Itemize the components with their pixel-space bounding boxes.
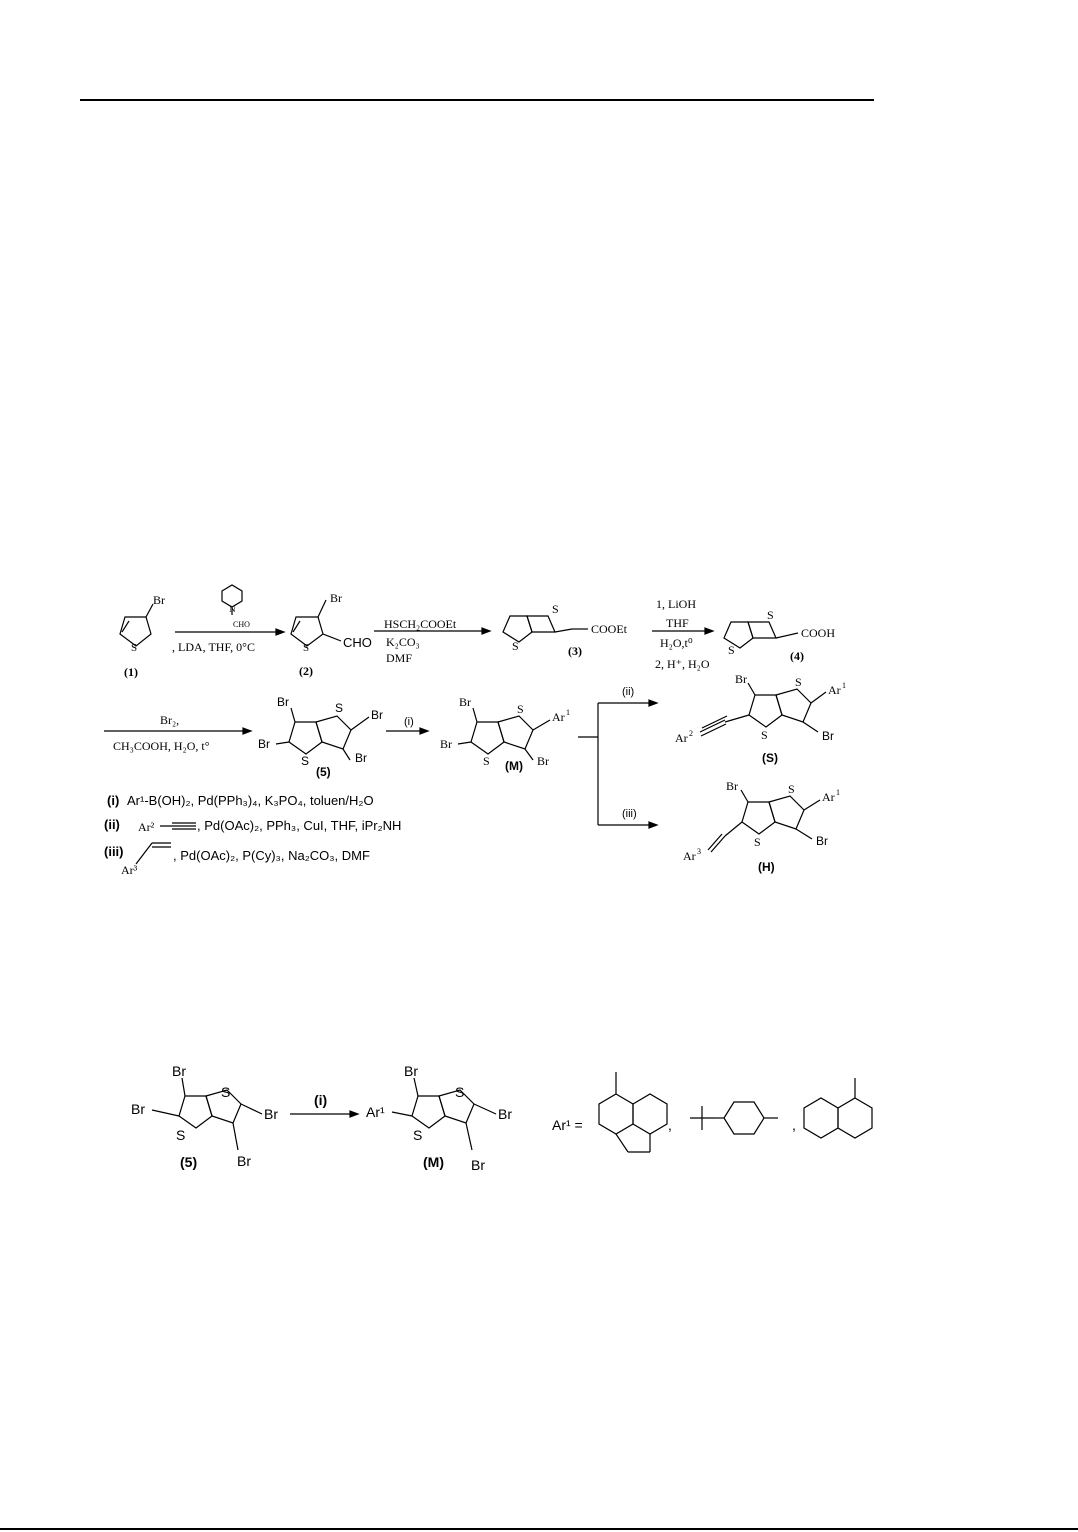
svg-text:(iii): (iii) bbox=[104, 844, 124, 859]
compound-M-label: (M) bbox=[505, 759, 523, 773]
svg-text:Br: Br bbox=[537, 754, 549, 768]
compound-2 bbox=[291, 591, 372, 678]
svg-text:S: S bbox=[767, 608, 774, 622]
svg-text:K₂CO₃: K₂CO₃ bbox=[386, 635, 420, 649]
svg-text:Ar: Ar bbox=[683, 849, 696, 863]
step-4 bbox=[104, 713, 251, 753]
svg-text:3: 3 bbox=[697, 847, 701, 856]
svg-text:Br: Br bbox=[735, 672, 747, 686]
svg-text:Br: Br bbox=[459, 695, 471, 709]
svg-text:Ar: Ar bbox=[828, 683, 841, 697]
conditions-legend bbox=[104, 793, 401, 877]
step-1-reagents: , LDA, THF, 0°C bbox=[172, 640, 255, 654]
svg-text:Br: Br bbox=[264, 1106, 278, 1122]
svg-text:1: 1 bbox=[842, 681, 846, 690]
svg-text:S: S bbox=[754, 835, 761, 849]
svg-text:Br: Br bbox=[822, 729, 834, 743]
acenaphthenyl-structure bbox=[599, 1072, 672, 1152]
svg-text:Br: Br bbox=[816, 834, 828, 848]
svg-text:Ar³: Ar³ bbox=[121, 863, 138, 877]
svg-text:(ii): (ii) bbox=[622, 686, 635, 698]
svg-text:(ii): (ii) bbox=[104, 817, 120, 832]
svg-text:, Pd(OAc)₂, P(Cy)₃, Na₂CO₃, DM: , Pd(OAc)₂, P(Cy)₃, Na₂CO₃, DMF bbox=[173, 848, 370, 863]
svg-text:HSCH₂COOEt: HSCH₂COOEt bbox=[384, 617, 457, 631]
svg-text:Ar²: Ar² bbox=[138, 820, 155, 834]
compound-3-label: (3) bbox=[568, 644, 582, 658]
scheme-1 bbox=[104, 585, 846, 877]
svg-text:S: S bbox=[788, 782, 795, 796]
svg-text:Br: Br bbox=[355, 751, 367, 765]
step-2 bbox=[374, 617, 490, 665]
svg-text:, Pd(OAc)₂, PPh₃, CuI, THF, iP: , Pd(OAc)₂, PPh₃, CuI, THF, iPr₂NH bbox=[197, 818, 402, 833]
svg-text:(iii): (iii) bbox=[622, 808, 637, 820]
svg-text:1: 1 bbox=[566, 708, 570, 717]
svg-text:Ar¹-B(OH)₂, Pd(PPh₃)₄, K₃PO₄,: Ar¹-B(OH)₂, Pd(PPh₃)₄, K₃PO₄, toluen/H₂O bbox=[127, 793, 374, 808]
svg-text:COOEt: COOEt bbox=[591, 622, 627, 636]
svg-text:S: S bbox=[413, 1127, 423, 1143]
svg-text:Br: Br bbox=[258, 737, 270, 751]
ar1-definitions bbox=[552, 1072, 872, 1152]
svg-text:Br: Br bbox=[471, 1157, 485, 1173]
svg-text:(i): (i) bbox=[107, 793, 120, 808]
compound-4-label: (4) bbox=[790, 649, 804, 663]
svg-text:Ar¹ =: Ar¹ = bbox=[552, 1117, 583, 1133]
svg-text:Br: Br bbox=[237, 1153, 251, 1169]
svg-text:DMF: DMF bbox=[386, 651, 413, 665]
svg-text:1: 1 bbox=[836, 788, 840, 797]
compound-H bbox=[683, 779, 840, 874]
svg-text:Br: Br bbox=[371, 708, 383, 722]
svg-text:Ar: Ar bbox=[552, 710, 565, 724]
scheme2-compound-5-label: (5) bbox=[180, 1154, 198, 1170]
compound-1-label: (1) bbox=[124, 665, 138, 679]
compound-1 bbox=[120, 593, 165, 679]
svg-text:Br: Br bbox=[440, 737, 452, 751]
branch-arrows bbox=[578, 686, 657, 828]
n-label: N bbox=[229, 604, 236, 614]
svg-text:S: S bbox=[761, 728, 768, 742]
tert-butylphenyl-structure bbox=[690, 1102, 796, 1134]
svg-text:S: S bbox=[301, 754, 310, 768]
svg-text:1, LiOH: 1, LiOH bbox=[656, 597, 696, 611]
svg-text:,: , bbox=[792, 1117, 796, 1133]
compound-4 bbox=[724, 608, 835, 663]
svg-text:CH₃COOH, H₂O, t°: CH₃COOH, H₂O, t° bbox=[113, 739, 210, 753]
svg-text:Ar: Ar bbox=[675, 731, 688, 745]
naphthyl-structure bbox=[804, 1078, 872, 1138]
compound-3 bbox=[503, 602, 628, 658]
s-label: S bbox=[131, 642, 138, 654]
svg-text:S: S bbox=[176, 1127, 186, 1143]
svg-text:COOH: COOH bbox=[801, 626, 836, 640]
svg-text:Br: Br bbox=[404, 1063, 418, 1079]
svg-text:S: S bbox=[728, 643, 735, 657]
scheme-2 bbox=[131, 1063, 872, 1173]
scheme2-arrow bbox=[290, 1092, 358, 1117]
svg-text:Br: Br bbox=[726, 779, 738, 793]
svg-text:(i): (i) bbox=[314, 1092, 328, 1108]
compound-M bbox=[440, 695, 570, 773]
svg-text:Ar: Ar bbox=[822, 790, 835, 804]
scheme2-compound-M-label: (M) bbox=[423, 1154, 444, 1170]
svg-text:2, H⁺, H₂O: 2, H⁺, H₂O bbox=[655, 657, 710, 671]
compound-2-label: (2) bbox=[299, 664, 313, 678]
svg-text:S: S bbox=[517, 702, 524, 716]
svg-text:Br: Br bbox=[131, 1101, 145, 1117]
step-1 bbox=[172, 585, 284, 654]
compound-S bbox=[675, 672, 846, 765]
compound-5-label: (5) bbox=[316, 765, 331, 779]
cho-small-label: CHO bbox=[233, 620, 250, 629]
svg-text:S: S bbox=[552, 602, 559, 616]
svg-text:S: S bbox=[483, 754, 490, 768]
svg-text:,: , bbox=[668, 1117, 672, 1133]
svg-text:Br: Br bbox=[498, 1106, 512, 1122]
svg-text:Ar¹: Ar¹ bbox=[366, 1104, 385, 1120]
compound-H-label: (H) bbox=[758, 860, 775, 874]
svg-text:CHO: CHO bbox=[343, 635, 372, 650]
compound-S-label: (S) bbox=[762, 751, 778, 765]
br-label: Br bbox=[153, 593, 165, 607]
svg-text:Br: Br bbox=[172, 1063, 186, 1079]
step-i bbox=[386, 716, 428, 734]
svg-text:(i): (i) bbox=[404, 716, 414, 728]
svg-text:Br: Br bbox=[277, 695, 289, 709]
svg-text:Br: Br bbox=[330, 591, 342, 605]
scheme2-compound-5 bbox=[131, 1063, 278, 1170]
svg-text:S: S bbox=[303, 642, 310, 654]
scheme2-compound-M bbox=[366, 1063, 512, 1173]
svg-text:S: S bbox=[221, 1084, 231, 1100]
step-3 bbox=[652, 597, 713, 671]
svg-text:S: S bbox=[335, 701, 344, 715]
svg-text:S: S bbox=[512, 639, 519, 653]
compound-5 bbox=[258, 695, 383, 779]
svg-text:THF: THF bbox=[666, 616, 689, 630]
svg-text:S: S bbox=[455, 1084, 465, 1100]
svg-text:2: 2 bbox=[689, 729, 693, 738]
svg-text:H₂O,t⁰: H₂O,t⁰ bbox=[660, 636, 693, 650]
svg-text:Br₂,: Br₂, bbox=[160, 713, 180, 727]
svg-text:S: S bbox=[795, 675, 802, 689]
